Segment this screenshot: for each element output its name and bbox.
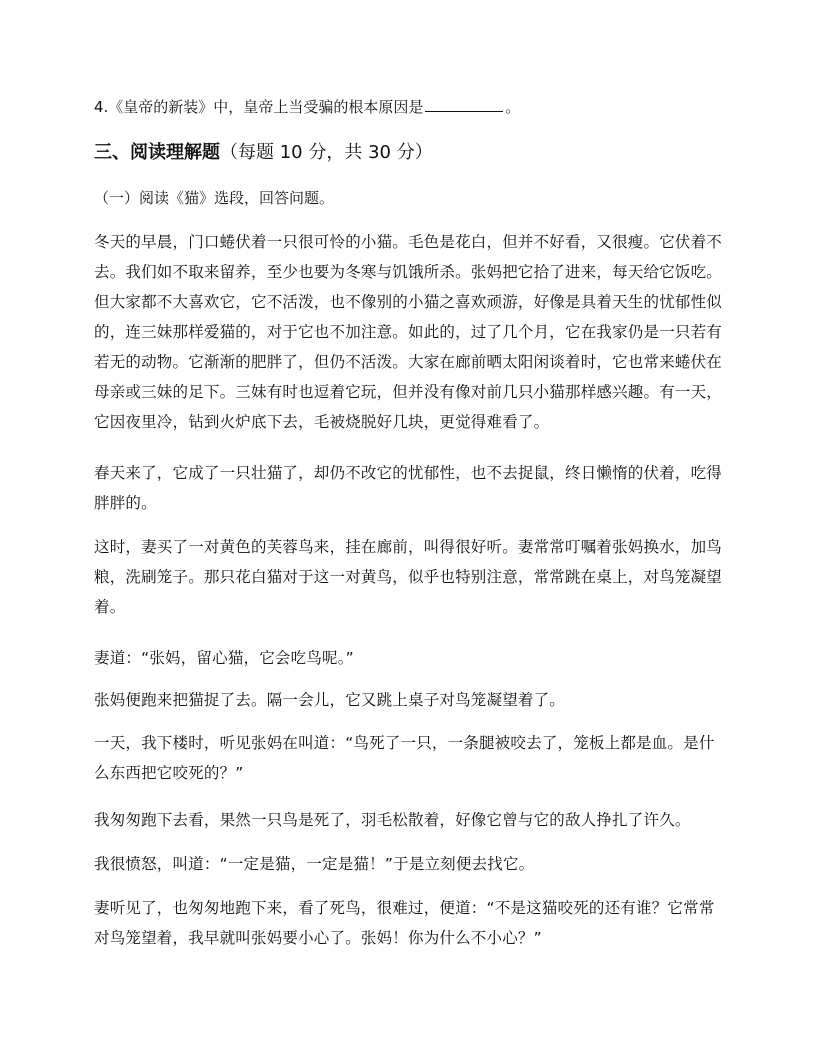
question-4 — [94, 96, 520, 118]
paragraph-4: 妻道：“张妈，留心猫，它会吃鸟呢。” — [94, 649, 354, 667]
paragraph-9: 妻听见了，也匆匆地跑下来，看了死鸟，很难过，便道：“不是这猫咬死的还有谁？它常常对鸟笼望着，我早就叫张妈要小心了。张妈！你为什么不小心？” — [94, 899, 715, 947]
answer-blank[interactable] — [425, 97, 503, 112]
paragraph-8: 我很愤怒，叫道：“一定是猫，一定是猫！”于是立刻便去找它。 — [94, 855, 535, 873]
passage-intro: （一）阅读《猫》选段，回答问题。 — [94, 189, 335, 207]
question-4-text: 4.《皇帝的新装》中，皇帝上当受骗的根本原因是 — [94, 98, 424, 116]
paragraph-1: 冬天的早晨，门口蜷伏着一只很可怜的小猫。毛色是花白，但并不好看，又很瘦。它伏着不去。我们如不取来留养，至少也要为冬寒与饥饿所杀。张妈把它拾了进来，每天给它饭吃。但大家都不大喜欢它，它不活泼，也不像别的小猫之喜欢顽游，好像是具着天生的忧郁性似的，连三妹那样爱猫的，对于它也不加注意。如此的，过了几个月，它在我家仍是一只若有若无的动物。它渐渐的肥胖了，但仍不活泼。大家在廊前晒太阳闲谈着时，它也常来蜷伏在母亲或三妹的足下。三妹有时也逗着它玩，但并没有像对前几只小猫那样感兴趣。有一天，它因夜里冷，钻到火炉底下去，毛被烧脱好几块，更觉得难看了。 — [94, 233, 723, 431]
paragraph-2: 春天来了，它成了一只壮猫了，却仍不改它的忧郁性，也不去捉鼠，终日懒惰的伏着，吃得胖胖的。 — [94, 464, 723, 512]
paragraph-7: 我匆匆跑下去看，果然一只鸟是死了，羽毛松散着，好像它曾与它的敌人挣扎了许久。 — [94, 811, 691, 829]
question-4-suffix: 。 — [505, 98, 521, 116]
paragraph-6: 一天，我下楼时，听见张妈在叫道：“鸟死了一只，一条腿被咬去了，笼板上都是血。是什么东西把它咬死的？” — [94, 734, 715, 782]
section-heading — [94, 140, 433, 166]
section-score-note: （每题 10 分，共 30 分） — [220, 142, 433, 163]
section-title: 三、阅读理解题 — [94, 142, 220, 163]
paragraph-5: 张妈便跑来把猫捉了去。隔一会儿，它又跳上桌子对鸟笼凝望着了。 — [94, 691, 566, 709]
paragraph-3: 这时，妻买了一对黄色的芙蓉鸟来，挂在廊前，叫得很好听。妻常常叮嘱着张妈换水，加鸟粮，洗刷笼子。那只花白猫对于这一对黄鸟，似乎也特别注意，常常跳在桌上，对鸟笼凝望着。 — [94, 538, 723, 616]
